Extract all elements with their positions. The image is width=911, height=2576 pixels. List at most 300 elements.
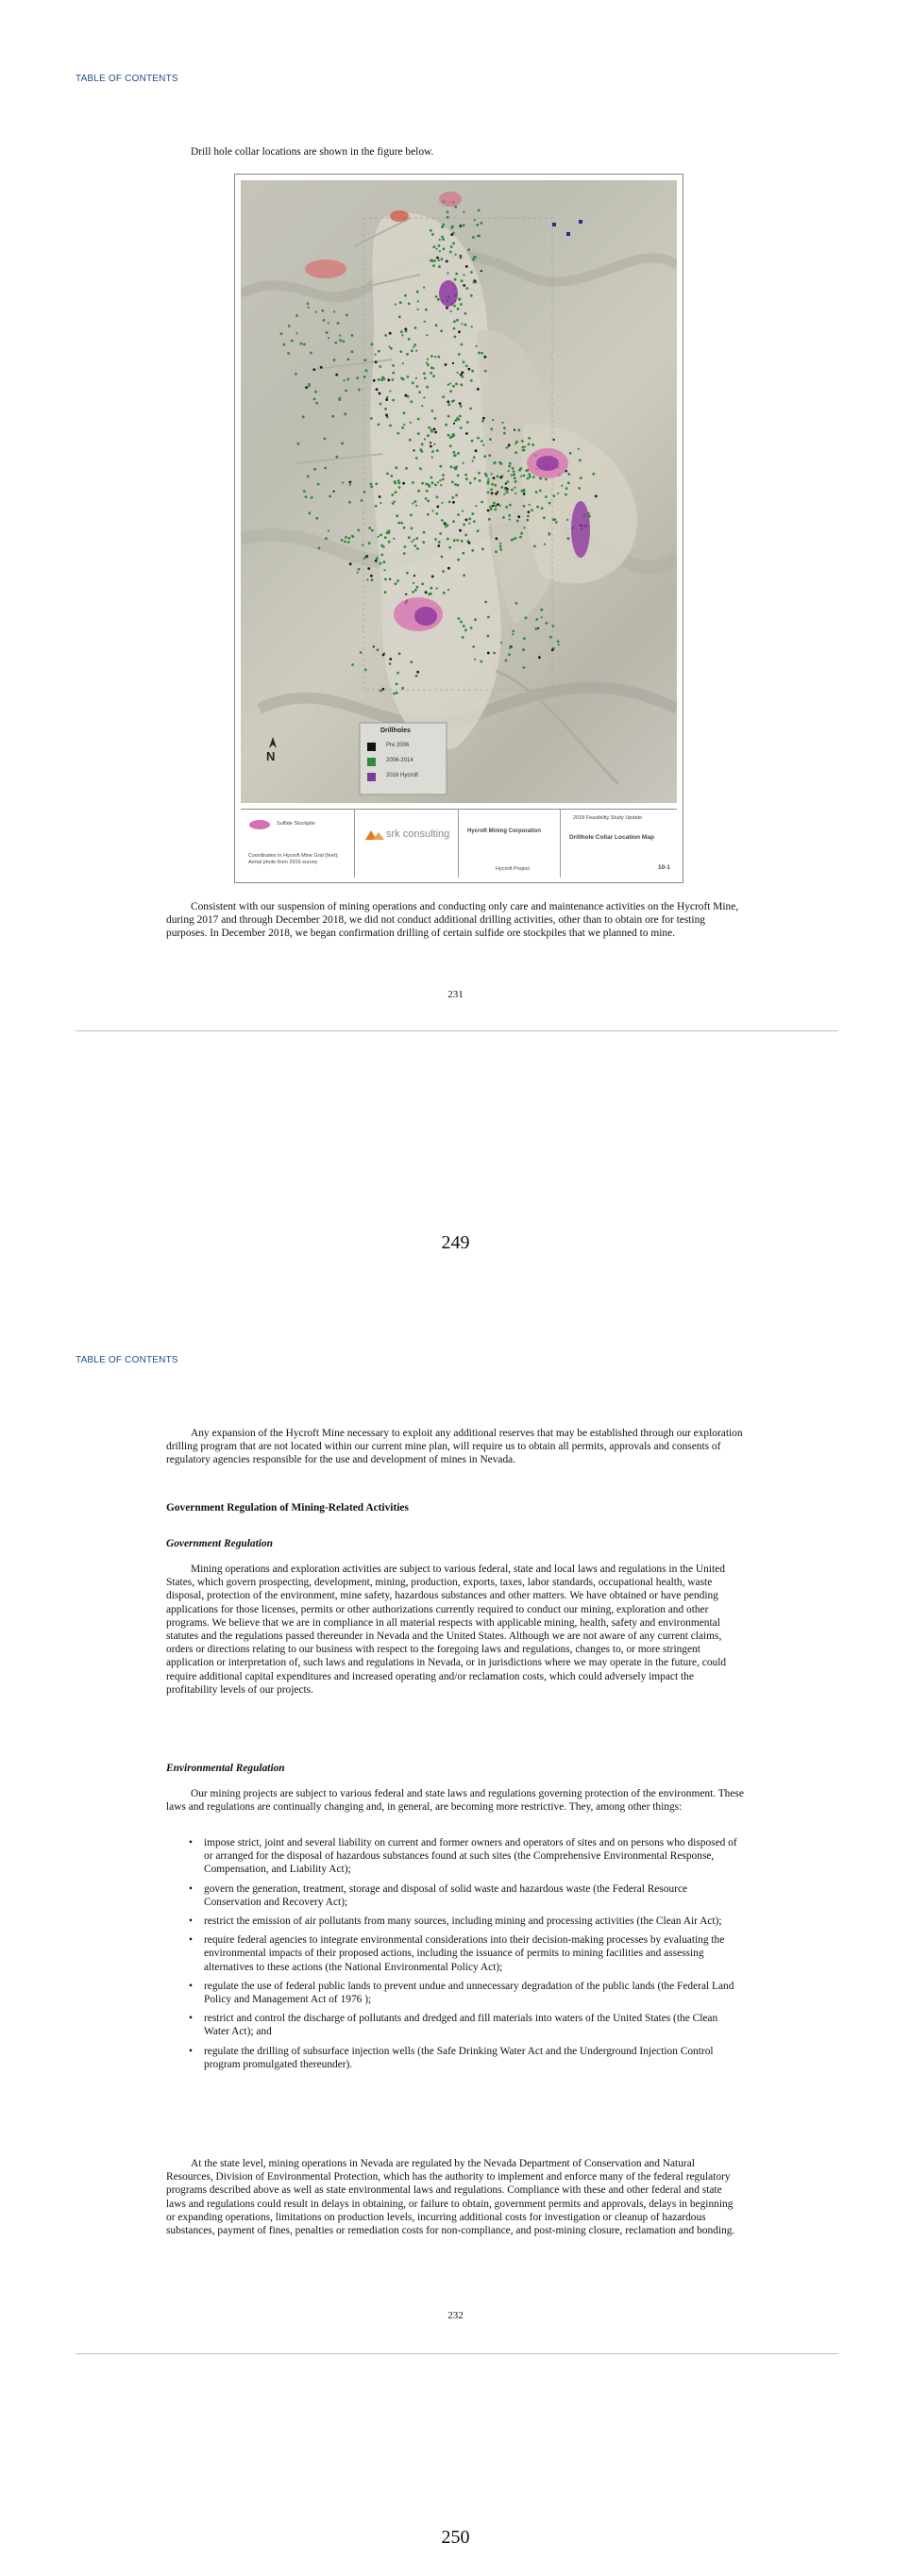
- drillhole-collar: [452, 243, 455, 245]
- drillhole-collar: [482, 444, 484, 446]
- drillhole-collar: [490, 508, 493, 510]
- drillhole-collar: [324, 467, 327, 470]
- drillhole-collar: [491, 483, 494, 486]
- legend-swatch: [367, 773, 376, 781]
- drillhole-collar: [429, 427, 430, 428]
- drillhole-collar: [313, 398, 316, 401]
- drillhole-collar: [288, 325, 291, 327]
- drillhole-collar: [435, 295, 438, 298]
- drillhole-collar: [348, 537, 351, 540]
- drillhole-collar: [487, 510, 490, 512]
- drillhole-collar: [386, 531, 389, 534]
- drillhole-collar: [567, 482, 570, 485]
- drillhole-collar: [424, 321, 426, 323]
- drillhole-collar: [431, 510, 433, 511]
- drillhole-collar: [364, 668, 367, 671]
- drillhole-collar: [567, 537, 570, 540]
- srk-logo-text: srk consulting: [386, 828, 450, 840]
- drillhole-collar: [328, 337, 329, 339]
- drillhole-collar: [406, 353, 409, 356]
- drillhole-collar: [430, 442, 431, 443]
- drillhole-collar: [515, 537, 517, 540]
- drillhole-collar: [454, 336, 457, 339]
- drillhole-collar: [346, 314, 348, 317]
- drillhole-collar: [415, 385, 418, 388]
- drillhole-collar: [437, 356, 440, 359]
- drillhole-collar: [569, 452, 572, 455]
- drillhole-collar: [303, 343, 306, 346]
- drillhole-collar: [396, 514, 398, 517]
- drillhole-collar: [453, 539, 456, 542]
- drillhole-collar: [437, 298, 440, 301]
- drillhole-collar: [328, 322, 329, 324]
- drillhole-collar: [373, 379, 376, 382]
- drillhole-collar: [565, 493, 567, 496]
- drillhole-collar: [523, 637, 526, 640]
- drillhole-collar: [401, 687, 404, 690]
- drillhole-collar: [386, 396, 389, 399]
- drillhole-collar: [578, 448, 580, 450]
- drillhole-collar: [495, 550, 498, 553]
- drillhole-collar: [512, 630, 515, 633]
- drillhole-collar: [439, 532, 442, 535]
- drillhole-collar: [389, 578, 391, 580]
- drillhole-collar: [465, 365, 468, 368]
- drillhole-collar: [467, 248, 470, 251]
- drillhole-collar: [555, 521, 558, 524]
- drillhole-collar: [470, 271, 473, 274]
- drillhole-collar: [400, 522, 403, 525]
- drillhole-collar: [307, 303, 310, 306]
- drillhole-collar: [451, 481, 454, 484]
- subheading-government-regulation: Government Regulation: [166, 1538, 273, 1549]
- drillhole-collar: [409, 439, 412, 442]
- drillhole-collar: [442, 478, 445, 481]
- drillhole-collar: [351, 663, 354, 666]
- drillhole-collar: [401, 334, 403, 336]
- drillhole-collar: [430, 372, 432, 375]
- drillhole-collar: [417, 490, 419, 492]
- drillhole-collar: [528, 437, 531, 440]
- north-label: N: [266, 749, 276, 763]
- drillhole-collar: [521, 440, 524, 443]
- drillhole-collar: [347, 541, 350, 544]
- drillhole-collar: [300, 343, 303, 345]
- drillhole-collar: [384, 408, 387, 410]
- drillhole-collar: [477, 388, 480, 391]
- drillhole-collar: [394, 501, 396, 503]
- drillhole-collar: [337, 322, 340, 325]
- drillhole-collar: [565, 487, 568, 490]
- drillhole-collar: [460, 427, 463, 429]
- drillhole-collar: [398, 652, 401, 655]
- figure-number: 10-1: [658, 864, 671, 871]
- drillhole-collar: [519, 536, 522, 539]
- drillhole-collar: [487, 652, 490, 655]
- drillhole-collar: [417, 432, 420, 435]
- drillhole-collar: [473, 456, 476, 459]
- drillhole-collar: [435, 324, 438, 326]
- drillhole-collar: [463, 524, 465, 527]
- drillhole-collar: [499, 548, 502, 551]
- list-item: • regulate the drilling of subsurface injection wells (the Safe Drinking Water Act and the Underground Injection Control program promulgated thereunder).: [189, 2045, 714, 2070]
- drillhole-collar: [430, 477, 433, 479]
- drillhole-collar: [460, 405, 463, 408]
- drillhole-collar: [434, 431, 437, 434]
- drillhole-collar: [595, 494, 598, 497]
- drillhole-collar: [383, 569, 385, 571]
- drillhole-collar: [481, 440, 483, 443]
- drillhole-collar: [375, 505, 378, 508]
- drillhole-collar: [305, 386, 308, 389]
- drillhole-collar: [450, 245, 453, 248]
- drillhole-collar: [457, 308, 460, 310]
- drillhole-collar: [427, 363, 430, 366]
- drillhole-collar: [511, 489, 514, 492]
- drillhole-collar: [280, 332, 283, 335]
- drillhole-collar: [368, 542, 371, 544]
- drillhole-collar: [443, 248, 446, 251]
- drillhole-collar: [392, 399, 395, 402]
- aerial-map: [241, 180, 677, 803]
- drillhole-collar: [524, 445, 526, 447]
- drillhole-collar: [371, 529, 374, 532]
- drillhole-collar: [413, 343, 416, 346]
- drillhole-collar: [384, 334, 387, 337]
- drillhole-collar: [371, 578, 374, 581]
- drillhole-collar: [484, 601, 487, 604]
- drillhole-collar: [520, 532, 523, 535]
- drillhole-collar: [464, 324, 467, 326]
- drillhole-collar: [423, 287, 425, 289]
- drillhole-collar: [410, 513, 413, 516]
- drillhole-collar: [543, 516, 546, 519]
- drillhole-collar: [464, 534, 467, 537]
- drillhole-collar: [380, 534, 382, 537]
- drillhole-collar: [423, 396, 425, 398]
- drillhole-collar: [305, 495, 308, 498]
- drillhole-collar: [523, 475, 526, 477]
- drillhole-collar: [473, 281, 476, 284]
- drillhole-collar: [373, 645, 375, 647]
- drillhole-collar: [509, 518, 511, 520]
- drillhole-collar: [461, 540, 464, 543]
- drillhole-collar: [295, 314, 298, 317]
- drillhole-collar: [478, 352, 481, 355]
- hycroft-2016-zone: [439, 280, 458, 307]
- drillhole-collar: [308, 384, 311, 387]
- drillhole-collar: [474, 618, 477, 621]
- drillhole-collar: [446, 307, 448, 309]
- drillhole-collar: [415, 675, 418, 677]
- drillhole-collar: [461, 323, 463, 325]
- drillhole-collar: [465, 432, 468, 435]
- drillhole-collar: [455, 494, 458, 497]
- drillhole-collar: [493, 502, 496, 505]
- drillhole-collar: [414, 500, 417, 503]
- drillhole-collar: [432, 367, 434, 369]
- drillhole-collar: [515, 602, 518, 605]
- drillhole-collar: [393, 693, 396, 695]
- drillhole-collar: [438, 265, 441, 268]
- drillhole-collar: [449, 251, 452, 254]
- drillhole-collar: [537, 627, 539, 629]
- drillhole-collar: [421, 482, 424, 485]
- drillhole-collar: [287, 352, 290, 355]
- drillhole-collar: [466, 421, 469, 424]
- drillhole-collar: [283, 343, 286, 346]
- drillhole-collar: [475, 505, 477, 507]
- drillhole-collar: [449, 382, 451, 384]
- drillhole-collar: [430, 259, 432, 262]
- drillhole-collar: [422, 541, 425, 544]
- drillhole-collar: [386, 473, 389, 476]
- drillhole-collar: [412, 481, 414, 484]
- drillhole-collar: [481, 420, 484, 423]
- drillhole-collar: [548, 532, 551, 535]
- drillhole-collar: [378, 424, 380, 427]
- drillhole-collar: [464, 628, 467, 631]
- drillhole-collar: [516, 520, 519, 523]
- drillhole-collar: [344, 412, 346, 415]
- drillhole-collar: [476, 224, 479, 226]
- regulation-bullet-list: [166, 1836, 744, 2077]
- title-block-logo-cell: [354, 810, 459, 878]
- drillhole-collar: [505, 483, 507, 485]
- drillhole-collar: [487, 616, 490, 619]
- table-of-contents-link[interactable]: TABLE OF CONTENTS: [76, 74, 178, 84]
- drillhole-collar: [397, 522, 400, 525]
- drillhole-collar: [538, 656, 541, 659]
- list-item: • govern the generation, treatment, storage and disposal of solid waste and hazardous waste (the Federal Resource Conservation and Recovery Act);: [189, 1882, 688, 1908]
- drillhole-collar: [458, 330, 461, 333]
- drillhole-collar: [370, 575, 373, 577]
- drillhole-collar: [333, 359, 336, 361]
- drillhole-collar: [462, 636, 464, 639]
- drillhole-collar: [461, 343, 464, 346]
- drillhole-collar: [447, 589, 449, 591]
- drillhole-collar: [389, 425, 392, 427]
- drillhole-collar: [430, 593, 432, 595]
- drillhole-collar: [456, 539, 459, 542]
- drillhole-collar: [527, 510, 530, 513]
- drillhole-collar: [515, 480, 517, 483]
- drillhole-collar: [406, 572, 409, 575]
- drillhole-collar: [441, 236, 444, 239]
- drillhole-collar: [404, 294, 407, 297]
- drillhole-collar: [503, 493, 505, 495]
- drillhole-collar: [412, 591, 414, 594]
- drillhole-collar: [421, 443, 424, 446]
- drillhole-collar: [402, 362, 404, 364]
- drillhole-collar: [356, 376, 359, 379]
- drillhole-collar: [370, 483, 373, 486]
- drillhole-collar: [497, 503, 499, 506]
- drillhole-collar: [462, 552, 464, 555]
- drillhole-collar: [481, 222, 483, 225]
- legend-label: 2016 Hycroft: [386, 773, 419, 778]
- drillhole-collar: [430, 587, 433, 590]
- drillhole-collar: [343, 379, 345, 381]
- drillhole-collar: [384, 536, 387, 539]
- drillhole-collar: [392, 364, 395, 367]
- page-number: 231: [447, 989, 464, 1000]
- drillhole-collar: [415, 350, 417, 352]
- drillhole-collar: [348, 501, 351, 504]
- drillhole-collar: [463, 462, 464, 464]
- drillhole-collar: [507, 446, 509, 448]
- drillhole-collar: [522, 449, 524, 451]
- legend-label: 2006-2014: [386, 758, 413, 763]
- drillhole-collar: [375, 354, 377, 356]
- sulfide-stockpile-swatch: [248, 819, 271, 830]
- drillhole-collar: [349, 562, 352, 565]
- drillhole-collar: [341, 539, 344, 542]
- drillhole-collar: [517, 429, 520, 432]
- drillhole-collar: [523, 491, 525, 493]
- drillhole-collar: [448, 501, 451, 504]
- drillhole-collar: [403, 411, 406, 414]
- drillhole-collar: [424, 377, 427, 380]
- table-of-contents-link[interactable]: TABLE OF CONTENTS: [76, 1355, 178, 1365]
- drillhole-collar: [432, 375, 435, 377]
- drillhole-collar: [426, 490, 429, 493]
- project-name: Hycroft Project: [496, 866, 531, 872]
- drillhole-collar: [525, 469, 528, 472]
- drillhole-collar: [421, 405, 423, 407]
- drillhole-collar: [380, 544, 383, 547]
- drillhole-collar: [413, 346, 414, 348]
- drillhole-collar: [341, 442, 344, 444]
- drillhole-collar: [453, 451, 456, 454]
- drillhole-collar: [430, 445, 432, 448]
- drillhole-collar: [423, 372, 426, 375]
- drillhole-collar: [397, 432, 400, 435]
- pre-2006-zone: [390, 210, 409, 222]
- drillhole-collar: [463, 574, 465, 577]
- drillhole-collar: [445, 363, 447, 366]
- drillhole-collar: [434, 538, 437, 541]
- drillhole-collar: [376, 388, 379, 391]
- drillhole-collar: [447, 434, 450, 437]
- drillhole-collar: [544, 544, 546, 545]
- drillhole-collar: [460, 621, 463, 624]
- drillhole-collar: [408, 536, 411, 539]
- drillhole-collar: [527, 515, 530, 518]
- drillhole-collar: [307, 476, 310, 478]
- drillhole-collar: [513, 471, 515, 474]
- drillhole-collar: [461, 279, 464, 282]
- drillhole-collar: [380, 378, 383, 381]
- figure-title-block: [241, 809, 677, 878]
- drillhole-collar: [438, 259, 440, 261]
- drillhole-collar: [502, 422, 504, 424]
- list-item: • regulate the use of federal public lands to prevent undue and unnecessary degradation of the public lands (the Federal Land Policy and Management Act of 1976 );: [189, 1980, 734, 2006]
- drillhole-collar: [380, 562, 382, 565]
- drillhole-collar: [447, 415, 450, 418]
- drillhole-collar: [431, 481, 434, 484]
- drillhole-collar: [375, 482, 378, 485]
- drillhole-collar: [468, 518, 471, 521]
- drillhole-collar: [405, 467, 408, 470]
- drillhole-collar: [465, 287, 468, 290]
- drillhole-collar: [468, 368, 471, 371]
- drillhole-collar: [529, 476, 531, 478]
- drillhole-collar: [502, 516, 505, 519]
- drillhole-collar: [489, 438, 492, 441]
- drillhole-collar: [482, 417, 485, 420]
- drillhole-collar: [411, 541, 413, 543]
- drillhole-collar: [441, 226, 443, 227]
- drillhole-collar: [522, 648, 525, 651]
- drillhole-collar: [393, 538, 395, 540]
- drillhole-collar: [531, 509, 533, 511]
- drillhole-collar: [515, 441, 518, 443]
- drillhole-collar: [439, 465, 442, 468]
- drillhole-collar: [472, 259, 475, 261]
- drillhole-collar: [323, 319, 326, 322]
- drillhole-collar: [443, 592, 446, 594]
- drillhole-collar: [463, 211, 464, 213]
- drillhole-collar: [392, 372, 395, 375]
- drillhole-collar: [455, 254, 457, 256]
- drillhole-collar: [441, 502, 443, 504]
- drillhole-collar: [452, 362, 454, 364]
- drillhole-collar: [389, 345, 391, 347]
- drillhole-collar: [428, 484, 430, 487]
- drillhole-collar: [508, 653, 511, 656]
- drillhole-collar: [545, 495, 548, 498]
- drillhole-collar: [446, 260, 448, 263]
- drillhole-collar: [416, 291, 419, 293]
- drillhole-collar: [415, 505, 417, 507]
- drillhole-collar: [517, 515, 520, 518]
- north-arrow-icon: [269, 737, 277, 748]
- drillhole-collar: [551, 648, 554, 651]
- drillhole-collar: [553, 439, 555, 441]
- drillhole-collar: [431, 450, 434, 453]
- drillhole-collar: [464, 474, 467, 477]
- drillhole-collar: [326, 331, 329, 334]
- drillhole-collar: [470, 627, 473, 629]
- drillhole-collar: [453, 320, 456, 323]
- drillhole-collar: [433, 427, 436, 430]
- drillhole-collar: [415, 537, 418, 540]
- drillhole-collar: [579, 459, 582, 461]
- drillhole-collar: [321, 309, 324, 312]
- drillhole-collar: [477, 529, 480, 532]
- drillhole-collar: [366, 578, 368, 580]
- title-block-legend-cell: [241, 810, 355, 878]
- drillhole-collar: [310, 352, 312, 355]
- drillhole-collar: [430, 355, 433, 358]
- drillhole-collar: [433, 245, 436, 248]
- drillhole-collar: [453, 305, 456, 308]
- drillhole-collar: [410, 661, 413, 663]
- drillhole-collar: [450, 310, 452, 312]
- srk-logo-icon: [363, 828, 386, 842]
- drillhole-collar: [523, 493, 526, 495]
- drillhole-collar: [515, 451, 517, 454]
- drillhole-collar: [505, 489, 508, 492]
- drillhole-collar: [457, 452, 460, 455]
- drillhole-collar: [325, 537, 328, 540]
- drillhole-collar: [395, 582, 397, 585]
- legend-label: Pre 2006: [386, 743, 410, 748]
- drillhole-collar: [497, 491, 498, 493]
- drillhole-collar: [397, 479, 400, 482]
- drillhole-collar: [512, 467, 515, 470]
